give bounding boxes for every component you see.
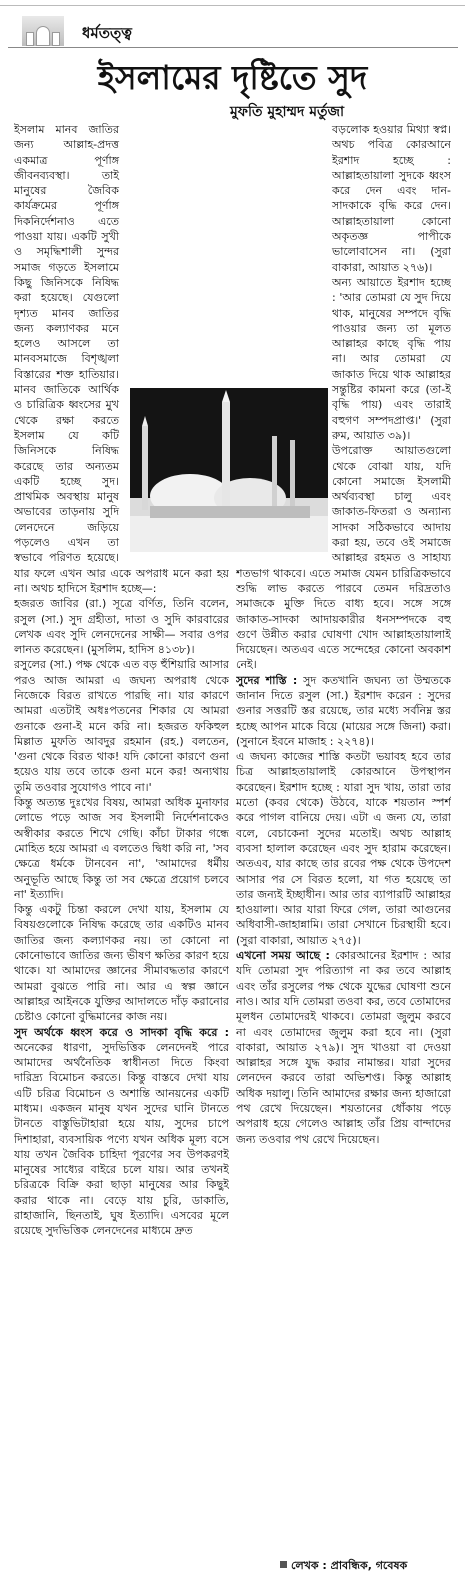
- paragraph: [236, 673, 451, 749]
- subheading: সুদের শাস্তি :: [236, 673, 298, 687]
- paragraph: [14, 1025, 229, 1239]
- paragraph: বড়লোক হওয়ার মিথ্যা স্বপ্ন। অথচ পবিত্র কোরআনে ইরশাদ হচ্ছে : আল্লাহতায়ালা সুদকে ধ্বংস করে দেন এবং দান-সাদকাকে বৃদ্ধি করে দেন। আল্লাহতায়ালা কোনো অকৃতজ্ঞ পাপীকে ভালোবাসেন না। (সুরা বাকারা, আয়াত ২৭৬)।: [332, 123, 451, 274]
- square-bullet-icon: [280, 1561, 287, 1568]
- paragraph: এ জঘন্য কাজের শাস্তি কতটা ভয়াবহ হবে তার চিত্র আল্লাহতায়ালাই কোরআনে উপস্থাপন করেছেন। ইরশাদ হচ্ছে : যারা সুদ খায়, তারা তার মতো (কবর থেকে) উঠবে, যাকে শয়তান স্পর্শ করে পাগল বানিয়ে দেয়। এটা এ জন্য যে, তারা বলে, বেচাকেনা সুদের মতোই। অথচ আল্লাহ ব্যবসা হালাল করেছেন এবং সুদ হারাম করেছেন। অতএব, যার কাছে তার রবের পক্ষ থেকে উপদেশ আসার পর সে বিরত হলো, যা গত হয়েছে তা তার জন্যই ইচ্ছাধীন। আর তার ব্যাপারটি আল্লাহর হাওয়ালা। আর যারা ফিরে গেল, তারা আগুনের অধিবাসী-জাহান্নামি। তারা সেখানে চিরস্থায়ী হবে। (সুরা বাকারা, আয়াত ২৭৫)।: [236, 750, 451, 947]
- paragraph-text: অনেকের ধারণা, সুদভিত্তিক লেনদেনই পারে আমাদের অর্থনৈতিক স্বাধীনতা দিতে কিংবা দারিদ্র্য বিমোচন করতে। কিন্তু বাস্তবে দেখা যায় এটি চরিত্র বিমোচন ও অশান্তি আনয়নের একটি মাধ্যম। একজন মানুষ যখন সুদের ঘানি টানতে টানতে বাস্তুভিটাহারা হয়ে যায়, সুদের চাপে দিশাহারা, ব্যবসায়িক পণ্যে যখন অধিক মূল্য বসে যায় তখন জৈবিক চাহিদা পূরণের সব উপকরণই মানুষের সাধ্যের বাইরে চলে যায়। আর তখনই চরিত্রকে বিক্রি করা ছাড়া মানুষের আর কিছুই করার থাকে না। বেড়ে যায় চুরি, ডাকাতি, রাহাজানি, ছিনতাই, ঘুষ ইত্যাদি। এসবের মূলে রয়েছে সুদভিত্তিক লেনদেনের মাধ্যমে দ্রুত: [14, 1040, 229, 1238]
- byline: [280, 1557, 407, 1576]
- mosque-logo: [22, 16, 64, 46]
- top-rule: [0, 0, 465, 6]
- article-title: ইসলামের দৃষ্টিতে সুদ: [97, 58, 368, 97]
- right-column: [236, 122, 451, 1532]
- byline-text: লেখক : প্রাবন্ধিক, গবেষক: [291, 1559, 408, 1572]
- paragraph: কিন্তু একটু চিন্তা করলে দেখা যায়, ইসলাম যে বিষয়গুলোকে নিষিদ্ধ করেছে তার একটিও মানব জাতির জন্য কল্যাণকর নয়। তা কোনো না কোনোভাবে জাতির জন্য ভীষণ ক্ষতির কারণ হয়ে থাকে। যা আমাদের জ্ঞানের সীমাবদ্ধতার কারণে আমরা বুঝতে পারি না। আর এ স্বল্প জ্ঞানে আল্লাহর আইনকে যুক্তির আদালতে দাঁড় করানোর চেষ্টাও কোনো বুদ্ধিমানের কাজ নয়।: [14, 903, 229, 1024]
- subheading: এখনো সময় আছে :: [236, 949, 330, 963]
- paragraph: অন্য আয়াতে ইরশাদ হচ্ছে : 'আর তোমরা যে সুদ দিয়ে থাক, মানুষের সম্পদে বৃদ্ধি পাওয়ার জন্য তা মূলত আল্লাহর কাছে বৃদ্ধি পায় না। আর তোমরা যে জাকাত দিয়ে থাক আল্লাহর সন্তুষ্টির কামনা করে (তা-ই বৃদ্ধি পায়) এবং তারাই বহুগণ সম্পদপ্রাপ্ত।' (সুরা রুম, আয়াত ৩৯)।: [332, 275, 451, 442]
- section-label: ধর্মতত্ত্ব: [82, 24, 132, 42]
- paragraph-text: কোরআনের ইরশাদ : আর যদি তোমরা সুদ পরিত্যাগ না কর তবে আল্লাহ এবং তাঁর রসুলের পক্ষ থেকে যুদ্ধের ঘোষণা শুনে নাও। আর যদি তোমরা তওবা কর, তবে তোমাদের মূলধন তোমাদেরই থাকবে। তোমরা জুলুম করবে না এবং তোমাদের জুলুম করা হবে না। (সুরা বাকারা, আয়াত ২৭৯)। সুদ খাওয়া বা দেওয়া আল্লাহর সঙ্গে যুদ্ধ করার নামান্তর। যারা সুদের লেনদেন করবে তারা অভিশপ্ত। কিন্তু আল্লাহ অধিক দয়ালু। তিনি আমাদের রক্ষার জন্য হাজারো পথ রেখে দিয়েছেন। শয়তানের ধোঁকায় পড়ে অপরাধ হয়ে গেলেও আল্লাহ তাঁর প্রিয় বান্দাদের জন্য তওবার পথ রেখে দিয়েছেন।: [236, 949, 451, 1146]
- paragraph: উপরোক্ত আয়াতগুলো থেকে বোঝা যায়, যদি কোনো সমাজে ইসলামী অর্থব্যবস্থা চালু এবং জাকাত-ফিতরা ও অন্যান্য সাদকা সঠিকভাবে আদায় করা হয়, তবে ওই সমাজে আল্লাহর রহমত ও সাহায্য শতভাগ থাকবে। এতে সমাজ যেমন চারিত্রিকভাবে শুদ্ধি লাভ করতে পারবে তেমন দরিদ্রতাও সমাজকে মুক্তি দিতে বাধ্য হবে। সঙ্গে সঙ্গে জাকাত-সাদকা আদায়কারীর ধনসম্পদকে বহু গুণে উন্নীত করার ঘোষণা খোদ আল্লাহতায়ালাই দিয়েছেন। অতএব এতে সন্দেহের কোনো অবকাশ নেই।: [236, 444, 451, 672]
- paragraph: কিন্তু অত্যন্ত দুঃখের বিষয়, আমরা অধিক মুনাফার লোভে পড়ে আজ সব ইসলামী নির্দেশনাকেও অস্বীকার করতে শিখে গেছি। কাঁচা টাকার গন্ধে মোহিত হয়ে আমরা এ বলতেও দ্বিধা করি না, 'সব ক্ষেত্রে ধর্মকে টানবেন না', 'আমাদের ধর্মীয় অনুভূতি আছে কিন্তু তা সব ক্ষেত্রে প্রয়োগ চলবে না' ইত্যাদি।: [14, 796, 229, 901]
- paragraph: হজরত জাবির (রা.) সূত্রে বর্ণিত, তিনি বলেন, রসুল (সা.) সুদ গ্রহীতা, দাতা ও সুদি কারবারের লেখক এবং সুদি লেনদেনের সাক্ষী— সবার ওপর লানত করেছেন। (মুসলিম, হাদিস ৪১৩৮)।: [14, 597, 229, 657]
- paragraph: ইসলাম মানব জাতির জন্য আল্লাহ-প্রদত্ত একমাত্র পূর্ণাঙ্গ জীবনব্যবস্থা। তাই মানুষের জৈবিক কার্যক্রমের পূর্ণাঙ্গ দিকনির্দেশনাও এতে পাওয়া যায়। একটি সুখী ও সমৃদ্ধিশালী সুন্দর সমাজ গড়তে ইসলামে কিছু জিনিসকে নিষিদ্ধ করা হয়েছে। যেগুলো দৃশ্যত মানব জাতির জন্য কল্যাণকর মনে হলেও আসলে তা মানবসমাজে বিশৃঙ্খলা বিস্তারের শক্ত হাতিয়ার। মানব জাতিকে আর্থিক ও চারিত্রিক ধ্বংসের মুখ থেকে রক্ষা করতে ইসলাম যে কটি জিনিসকে নিষিদ্ধ করেছে তার অন্যতম একটি হচ্ছে সুদ। প্রাথমিক অবস্থায় মানুষ অভাবের তাড়নায় সুদি লেনদেনে জড়িয়ে পড়লেও এখন তা স্বভাবে পরিণত হয়েছে। যার ফলে এখন আর একে অপরাধ মনে করা হয় না। অথচ হাদিসে ইরশাদ হচ্ছে—:: [14, 123, 229, 595]
- mosque-night-photo: [130, 388, 328, 552]
- section-header: [8, 14, 458, 48]
- paragraph: [236, 948, 451, 1147]
- subheading: সুদ অর্থকে ধ্বংস করে ও সাদকা বৃদ্ধি করে :: [14, 1025, 229, 1039]
- left-column: [14, 122, 229, 1562]
- paragraph: রসুলের (সা.) পক্ষ থেকে এত বড় হুঁশিয়ারি আসার পরও আজ আমরা এ জঘন্য অপরাধ থেকে নিজেকে বিরত রাখতে পারছি না। যার কারণে আমরা এতটাই অধঃপতনের শিকার যে আমরা গুনাকে গুনা-ই মনে করি না। হজরত ফকিহুল মিল্লাত মুফতি আবদুর রহমান (রহ.) বলতেন, 'গুনা থেকে বিরত থাক! যদি কোনো কারণে গুনা হয়েও যায় তবে তাকে গুনা মনে কর! অন্যথায় তুমি তওবার সুযোগও পাবে না।': [14, 658, 229, 794]
- author-name: মুফতি মুহাম্মদ মর্তুজা: [230, 104, 345, 120]
- paragraph-text: সুদ কতখানি জঘন্য তা উম্মতকে জানান দিতে রসুল (সা.) ইরশাদ করেন : সুদের গুনার সত্তরটি স্তর রয়েছে, তার মধ্যে সর্বনিম্ন স্তর হচ্ছে আপন মাকে বিয়ে (মায়ের সঙ্গে জিনা) করা। (সুনানে ইবনে মাজাহ : ২২৭৪)।: [236, 673, 451, 748]
